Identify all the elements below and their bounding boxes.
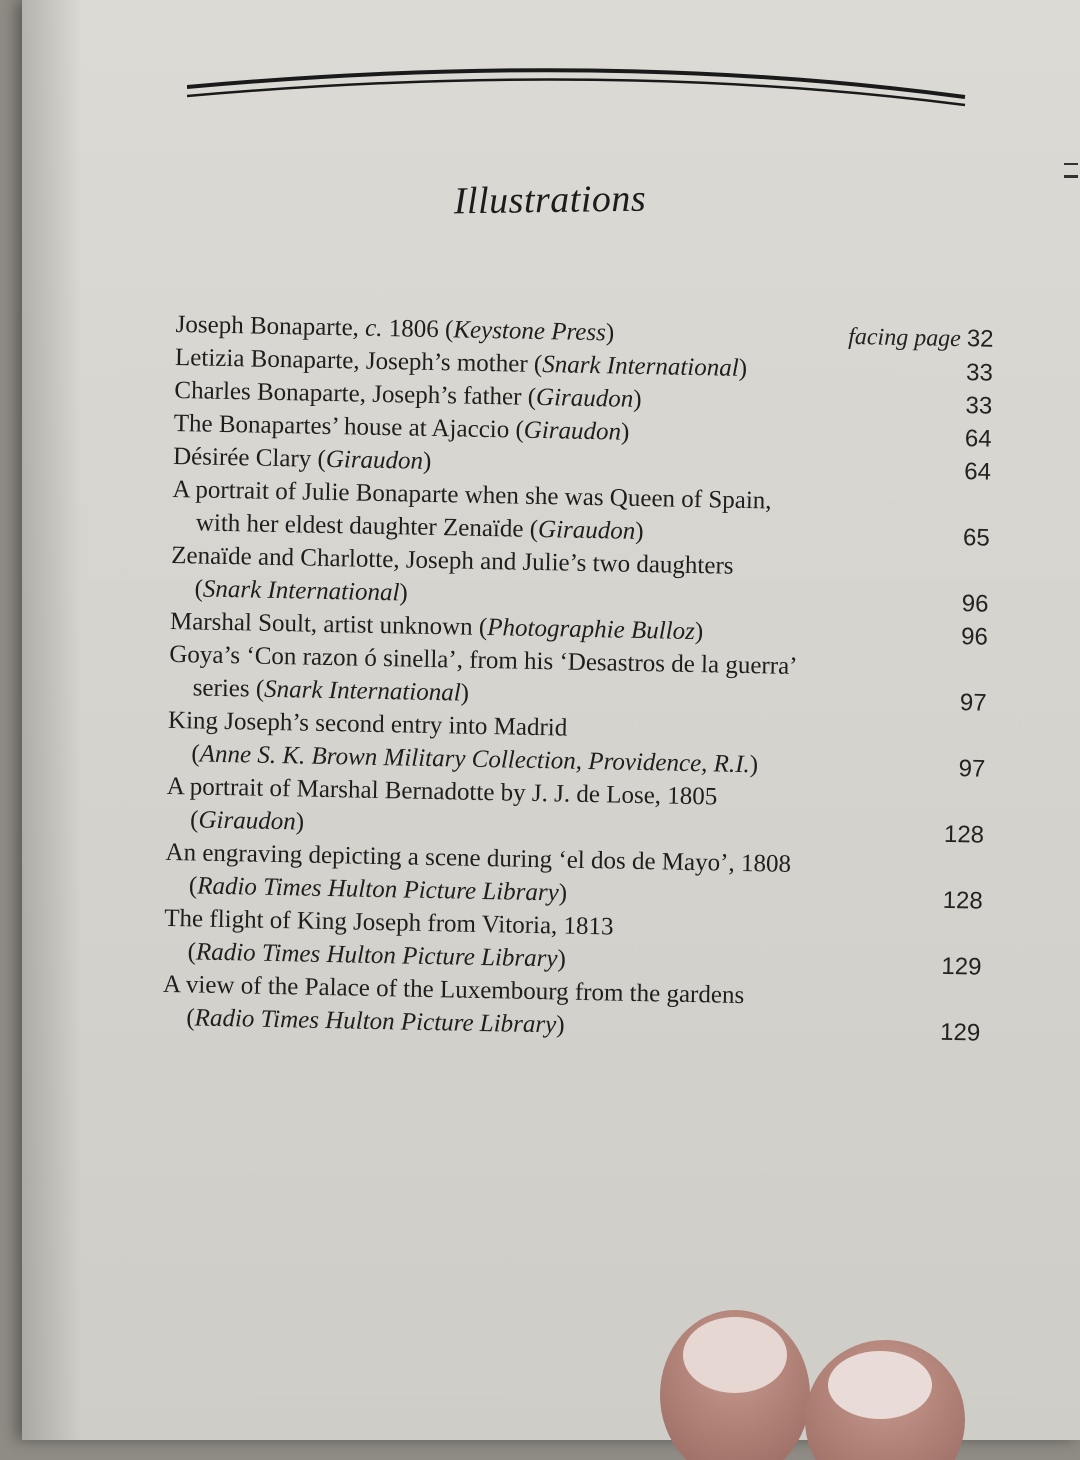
entry-text: ( (186, 1004, 195, 1032)
facing-page-label: facing page (847, 323, 962, 353)
entry-text: The Bonapartes’ house at Ajaccio ( (173, 409, 525, 444)
page-title: Illustrations (453, 177, 647, 223)
illustration-list (162, 308, 994, 1050)
entry-text: ( (189, 806, 199, 834)
entry-page-number: 128 (943, 820, 985, 849)
entry-text: ) (399, 579, 409, 607)
entry-text: Marshal Soult, artist unknown ( (169, 607, 488, 642)
entry-text: The flight of King Joseph from Vitoria, 1813 (164, 904, 614, 941)
entry-text: ( (194, 575, 204, 603)
entry-page-number: 96 (961, 590, 989, 618)
entry-text: ( (191, 740, 201, 768)
entry-credit: Snark International (263, 675, 461, 707)
facing-page-wrapper (848, 320, 994, 357)
decorative-rule (187, 55, 967, 115)
entry-page-number: 33 (965, 392, 993, 420)
entry-text: Charles Bonaparte, Joseph’s father ( (174, 376, 537, 411)
entry-credit: Anne S. K. Brown Military Collection, Providence, R.I. (199, 740, 751, 779)
entry-credit: Radio Times Hulton Picture Library (195, 938, 558, 973)
entry-credit: Giraudon (537, 515, 636, 545)
entry-text: ( (187, 938, 197, 966)
entry-credit: Giraudon (523, 416, 622, 446)
entry-credit: c. (364, 314, 383, 342)
entry-text: ) (557, 945, 567, 973)
entry-page-number: 33 (965, 359, 994, 387)
entry-text: ) (460, 679, 470, 707)
entry-text: ) (558, 879, 568, 907)
entry-text: ) (635, 517, 644, 546)
entry-page-number: 128 (942, 886, 984, 915)
entry-text: A view of the Palace of the Luxembourg from the gardens (162, 970, 745, 1010)
entry-text: Joseph Bonaparte, (175, 310, 366, 342)
entry-text: An engraving depicting a scene during ‘el dos de Mayo’, 1808 (165, 838, 792, 878)
entry-text: Désirée Clary ( (172, 442, 327, 473)
entry-text: Goya’s ‘Con razon ó sinella’, from his ‘Desastros de la guerra’ (169, 640, 798, 680)
entry-text: Letizia Bonaparte, Joseph’s mother ( (174, 343, 543, 379)
entry-credit: Giraudon (535, 383, 634, 413)
entry-text: ) (620, 418, 630, 446)
thumb-fingers (640, 1300, 1060, 1460)
entry-credit: Photographie Bulloz (487, 614, 696, 646)
entry-credit: Radio Times Hulton Picture Library (194, 1004, 557, 1039)
entry-text: series ( (192, 674, 265, 703)
entry-credit: Giraudon (198, 806, 296, 836)
entry-text: King Joseph’s second entry into Madrid (167, 706, 568, 742)
entry-credit: Snark International (541, 351, 739, 382)
entry-text: ) (295, 808, 305, 836)
entry-page-number: 129 (939, 1018, 981, 1047)
entry-page-number: 129 (941, 952, 982, 981)
entry-page-number: 97 (958, 755, 986, 783)
entry-page-number: 32 (966, 325, 994, 353)
entry-text: A portrait of Marshal Bernadotte by J. J. de Lose, 1805 (166, 772, 718, 811)
entry-credit: Keystone Press (453, 316, 607, 347)
entry-text: ( (188, 872, 198, 900)
entry-text: ) (555, 1011, 565, 1039)
entry-page-number: 64 (964, 425, 992, 453)
entry-text: 1806 ( (382, 314, 454, 344)
entry-text: ) (605, 319, 615, 347)
entry-credit: Snark International (202, 575, 400, 607)
entry-page-number: 97 (959, 689, 987, 717)
entry-text: ) (694, 618, 704, 646)
entry-text: ) (749, 751, 759, 779)
entry-text: ) (738, 354, 748, 382)
entry-text: ) (633, 385, 642, 413)
entry-text: ) (422, 447, 432, 475)
entry-page-number: 65 (962, 524, 990, 552)
entry-credit: Giraudon (325, 445, 424, 475)
entry-credit: Radio Times Hulton Picture Library (196, 872, 560, 907)
entry-page-number: 64 (964, 458, 992, 486)
entry-text: A portrait of Julie Bonaparte when she was Queen of Spain, (172, 475, 772, 515)
entry-text: with her eldest daughter Zenaïde ( (195, 509, 539, 543)
entry-page-number: 96 (960, 623, 989, 651)
entry-text: Zenaïde and Charlotte, Joseph and Julie’s two daughters (170, 541, 734, 580)
